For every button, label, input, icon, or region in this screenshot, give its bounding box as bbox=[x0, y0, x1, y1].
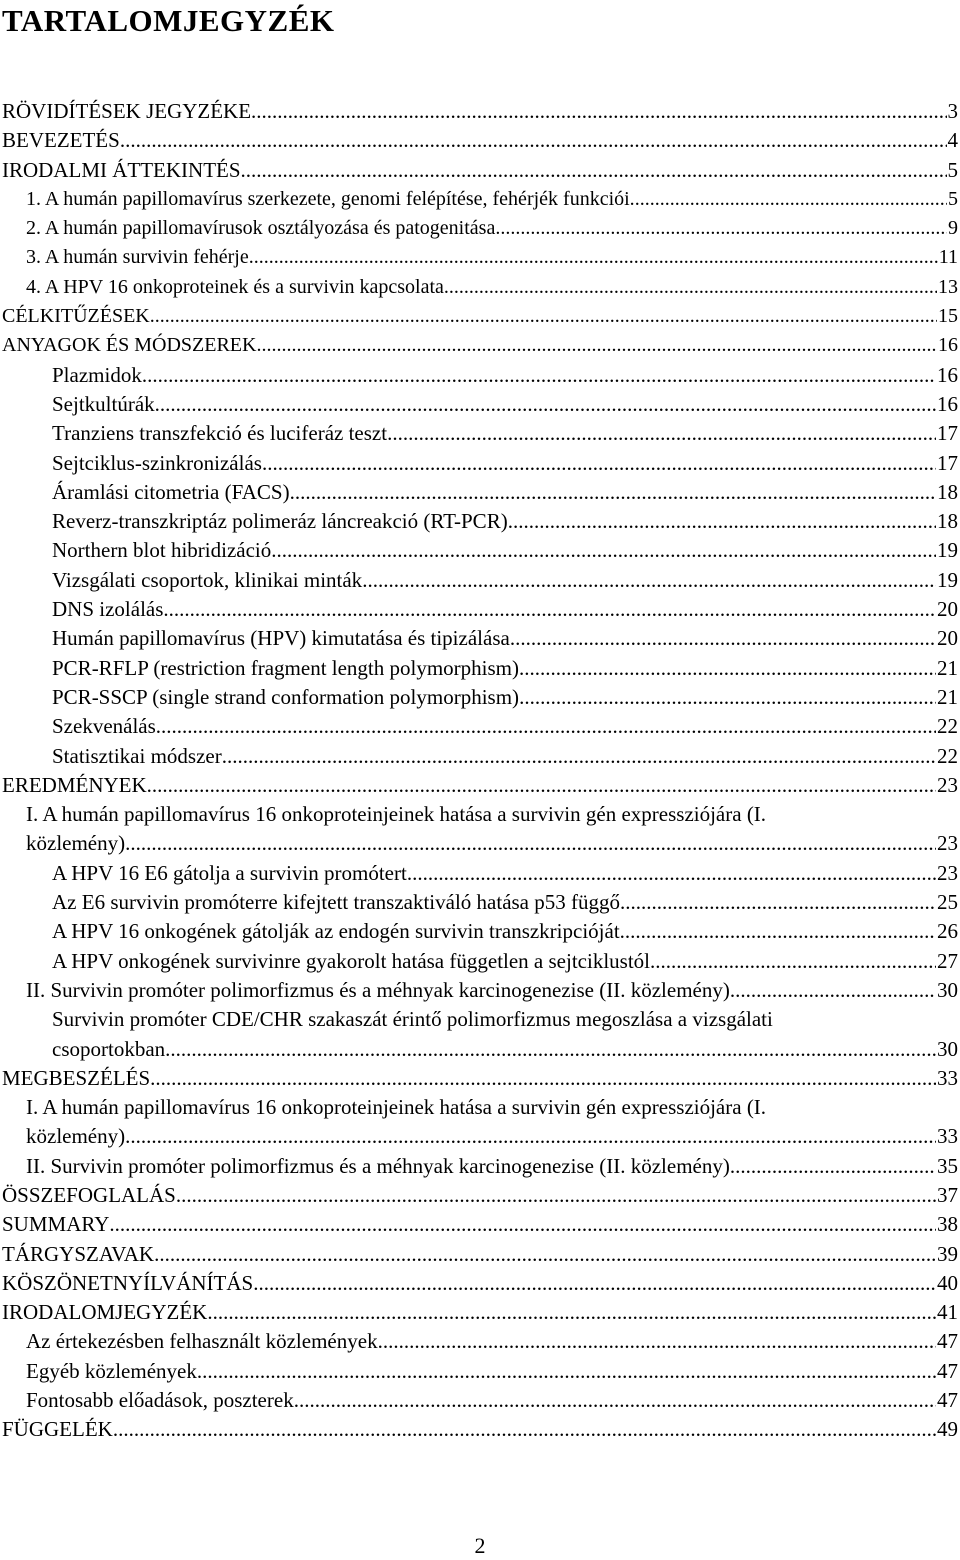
toc-entry[interactable] bbox=[0, 1240, 960, 1269]
toc-entry-page: 20 bbox=[937, 597, 958, 622]
toc-entry[interactable] bbox=[0, 947, 960, 976]
toc-entry-page: 30 bbox=[937, 977, 958, 1002]
toc-entry[interactable] bbox=[0, 683, 960, 712]
toc-entry-label: közlemény) bbox=[26, 1124, 126, 1149]
toc-entry-page: 17 bbox=[937, 421, 958, 446]
dot-leader bbox=[154, 1240, 936, 1269]
dot-leader bbox=[362, 566, 936, 595]
toc-entry-page: 27 bbox=[937, 948, 958, 973]
toc-entry-page: 15 bbox=[938, 305, 958, 328]
dot-leader bbox=[444, 273, 937, 302]
toc-entry-page: 3 bbox=[947, 99, 958, 123]
toc-entry[interactable] bbox=[0, 302, 960, 331]
dot-leader bbox=[249, 243, 938, 272]
toc-entry-label: Northern blot hibridizáció bbox=[52, 538, 272, 563]
toc-entry-page: 22 bbox=[937, 743, 958, 768]
toc-entry-label: RÖVIDÍTÉSEK JEGYZÉKE bbox=[2, 99, 252, 123]
dot-leader bbox=[163, 595, 936, 624]
toc-entry-page: 4 bbox=[947, 128, 958, 153]
toc-entry[interactable] bbox=[0, 859, 960, 888]
toc-entry-label: IRODALMI ÁTTEKINTÉS bbox=[2, 157, 241, 182]
dot-leader bbox=[241, 156, 947, 185]
dot-leader bbox=[113, 1415, 936, 1444]
toc-entry-page: 49 bbox=[937, 1417, 958, 1442]
toc-entry-label: Sejtciklus-szinkronizálás bbox=[52, 450, 262, 475]
toc-entry-label: csoportokban bbox=[52, 1036, 166, 1061]
toc-entry-label: Fontosabb előadások, poszterek bbox=[26, 1388, 294, 1413]
toc-entry[interactable] bbox=[0, 1298, 960, 1327]
toc-entry-label: IRODALOMJEGYZÉK bbox=[2, 1300, 208, 1325]
toc-entry-page: 19 bbox=[937, 567, 958, 592]
dot-leader bbox=[508, 507, 936, 536]
toc-entry[interactable] bbox=[0, 126, 960, 155]
toc-entry-label: PCR-SSCP (single strand conformation polymorphism) bbox=[52, 684, 520, 709]
toc-entry-label: KÖSZÖNETNYÍLVÁNÍTÁS bbox=[2, 1270, 254, 1295]
dot-leader bbox=[620, 888, 936, 917]
dot-leader bbox=[207, 1298, 936, 1327]
toc-entry[interactable] bbox=[0, 976, 960, 1005]
dot-leader bbox=[256, 331, 937, 360]
toc-entry-page: 41 bbox=[937, 1300, 958, 1325]
toc-entry-label: FÜGGELÉK bbox=[2, 1417, 113, 1442]
toc-entry-label-line1: I. A humán papillomavírus 16 onkoproteinjeinek hatása a survivin gén expressziójára (I. bbox=[26, 1095, 767, 1120]
toc-entry[interactable] bbox=[0, 478, 960, 507]
toc-entry-label: Sejtkultúrák bbox=[52, 391, 155, 416]
dot-leader bbox=[120, 126, 947, 155]
toc-entry-label: Az E6 survivin promóterre kifejtett transzaktiváló hatása p53 függő bbox=[52, 890, 620, 915]
toc-entry[interactable] bbox=[0, 536, 960, 565]
toc-entry-page: 5 bbox=[948, 187, 958, 210]
toc-entry-page: 25 bbox=[937, 890, 958, 915]
toc-entry[interactable] bbox=[0, 97, 960, 126]
dot-leader bbox=[142, 361, 936, 390]
dot-leader bbox=[730, 1152, 936, 1181]
toc-entry-label: 4. A HPV 16 onkoproteinek és a survivin kapcsolata bbox=[26, 275, 444, 298]
toc-entry-label: A HPV 16 onkogének gátolják az endogén survivin transzkripcióját bbox=[52, 919, 620, 944]
dot-leader bbox=[253, 1269, 936, 1298]
toc-entry-label-line1: I. A humán papillomavírus 16 onkoproteinjeinek hatása a survivin gén expressziójára (I. bbox=[26, 802, 767, 827]
toc-entry-label: Vizsgálati csoportok, klinikai minták bbox=[52, 567, 363, 592]
toc-entry-label: Áramlási citometria (FACS) bbox=[52, 479, 290, 504]
toc-entry-page: 33 bbox=[937, 1065, 958, 1090]
toc-entry[interactable] bbox=[0, 214, 960, 243]
toc-entry-label: EREDMÉNYEK bbox=[2, 772, 147, 797]
dot-leader bbox=[407, 859, 936, 888]
toc-entry[interactable] bbox=[0, 1181, 960, 1210]
toc-entry-label: CÉLKITŰZÉSEK bbox=[2, 305, 150, 328]
toc-entry-label: TÁRGYSZAVAK bbox=[2, 1241, 155, 1266]
toc-entry-page: 19 bbox=[937, 538, 958, 563]
toc-entry-label: ÖSSZEFOGLALÁS bbox=[2, 1182, 176, 1207]
toc-entry-label: A HPV onkogének survivinre gyakorolt hatása független a sejtciklustól bbox=[52, 948, 650, 973]
toc-entry[interactable] bbox=[0, 507, 960, 536]
toc-entry-page: 22 bbox=[937, 714, 958, 739]
toc-entry-page: 20 bbox=[937, 626, 958, 651]
dot-leader bbox=[294, 1386, 936, 1415]
toc-entry[interactable] bbox=[0, 624, 960, 653]
toc-entry-page: 23 bbox=[937, 772, 958, 797]
toc-entry-label: A HPV 16 E6 gátolja a survivin promótert bbox=[52, 860, 407, 885]
dot-leader bbox=[635, 185, 947, 214]
toc-entry-page: 38 bbox=[937, 1212, 958, 1237]
dot-leader bbox=[290, 478, 936, 507]
dot-leader bbox=[150, 302, 937, 331]
dot-leader bbox=[495, 214, 947, 243]
dot-leader bbox=[650, 947, 936, 976]
toc-entry-label: Statisztikai módszer bbox=[52, 743, 222, 768]
toc-entry-page: 23 bbox=[937, 860, 958, 885]
toc-entry[interactable] bbox=[0, 771, 960, 800]
dot-leader bbox=[150, 1064, 936, 1093]
toc-entry-label: 2. A humán papillomavírusok osztályozása és patogenitása bbox=[26, 217, 496, 240]
toc-entry-label: II. Survivin promóter polimorfizmus és a méhnyak karcinogenezise (II. közlemény) bbox=[26, 977, 730, 1002]
toc-entry[interactable] bbox=[0, 712, 960, 741]
toc-entry-label: Egyéb közlemények bbox=[26, 1358, 197, 1383]
toc-entry-label: Szekvenálás bbox=[52, 714, 156, 739]
dot-leader bbox=[519, 654, 936, 683]
toc-entry[interactable] bbox=[0, 1064, 960, 1093]
table-of-contents bbox=[0, 97, 960, 1445]
dot-leader bbox=[730, 976, 936, 1005]
toc-entry-label: Plazmidok bbox=[52, 362, 142, 387]
toc-entry[interactable] bbox=[0, 1386, 960, 1415]
toc-entry-page: 37 bbox=[937, 1182, 958, 1207]
toc-entry-page: 9 bbox=[948, 217, 958, 240]
toc-entry[interactable] bbox=[0, 742, 960, 771]
toc-entry[interactable] bbox=[0, 243, 960, 272]
toc-entry-label: DNS izolálás bbox=[52, 597, 164, 622]
toc-entry-page: 39 bbox=[937, 1241, 958, 1266]
dot-leader bbox=[387, 419, 936, 448]
toc-entry[interactable] bbox=[0, 1327, 960, 1356]
dot-leader bbox=[378, 1327, 936, 1356]
dot-leader bbox=[125, 829, 936, 858]
toc-entry-page: 23 bbox=[937, 831, 958, 856]
toc-entry[interactable] bbox=[0, 566, 960, 595]
toc-entry-page: 18 bbox=[937, 479, 958, 504]
dot-leader bbox=[165, 1035, 936, 1064]
dot-leader bbox=[222, 742, 936, 771]
toc-entry-page: 21 bbox=[937, 655, 958, 680]
dot-leader bbox=[125, 1122, 936, 1151]
toc-entry[interactable] bbox=[0, 800, 960, 859]
toc-entry-label: közlemény) bbox=[26, 831, 126, 856]
toc-entry-label: Humán papillomavírus (HPV) kimutatása és tipizálása bbox=[52, 626, 510, 651]
toc-entry[interactable] bbox=[0, 273, 960, 302]
toc-entry-page: 16 bbox=[937, 391, 958, 416]
toc-entry-page: 5 bbox=[947, 157, 958, 182]
toc-entry-page: 18 bbox=[937, 509, 958, 534]
dot-leader bbox=[262, 449, 936, 478]
toc-entry-label: SUMMARY bbox=[2, 1212, 110, 1237]
toc-entry[interactable] bbox=[0, 449, 960, 478]
toc-entry-label: BEVEZETÉS bbox=[2, 128, 120, 153]
toc-entry-page: 17 bbox=[937, 450, 958, 475]
toc-entry[interactable] bbox=[0, 331, 960, 360]
toc-entry-page: 21 bbox=[937, 684, 958, 709]
toc-entry-label: Az értekezésben felhasznált közlemények bbox=[26, 1329, 378, 1354]
toc-entry-label: MEGBESZÉLÉS bbox=[2, 1065, 151, 1090]
toc-entry-label: II. Survivin promóter polimorfizmus és a méhnyak karcinogenezise (II. közlemény) bbox=[26, 1153, 730, 1178]
dot-leader bbox=[176, 1181, 936, 1210]
toc-entry[interactable] bbox=[0, 1415, 960, 1444]
dot-leader bbox=[271, 536, 936, 565]
dot-leader bbox=[147, 771, 936, 800]
toc-entry-page: 13 bbox=[938, 275, 958, 298]
toc-entry[interactable] bbox=[0, 1210, 960, 1239]
toc-entry[interactable] bbox=[0, 1005, 960, 1064]
toc-entry[interactable] bbox=[0, 595, 960, 624]
toc-entry[interactable] bbox=[0, 390, 960, 419]
toc-entry[interactable] bbox=[0, 654, 960, 683]
toc-entry[interactable] bbox=[0, 419, 960, 448]
toc-entry-page: 16 bbox=[937, 362, 958, 387]
toc-title: TARTALOMJEGYZÉK bbox=[2, 3, 335, 38]
toc-entry[interactable] bbox=[0, 185, 960, 214]
toc-entry-page: 16 bbox=[938, 334, 958, 357]
toc-entry[interactable] bbox=[0, 1269, 960, 1298]
toc-entry[interactable] bbox=[0, 1093, 960, 1152]
toc-entry-label-line1: Survivin promóter CDE/CHR szakaszát érintő polimorfizmus megoszlása a vizsgálati bbox=[52, 1007, 773, 1032]
toc-entry[interactable] bbox=[0, 1357, 960, 1386]
toc-entry-page: 47 bbox=[937, 1358, 958, 1383]
dot-leader bbox=[510, 624, 936, 653]
dot-leader bbox=[620, 917, 936, 946]
dot-leader bbox=[156, 712, 936, 741]
dot-leader bbox=[155, 390, 936, 419]
toc-entry-label: 1. A humán papillomavírus szerkezete, genomi felépítése, fehérjék funkciói. bbox=[26, 187, 635, 210]
toc-entry[interactable] bbox=[0, 1152, 960, 1181]
toc-entry-page: 26 bbox=[937, 919, 958, 944]
toc-entry-label: Reverz-transzkriptáz polimeráz láncreakció (RT-PCR) bbox=[52, 509, 508, 534]
toc-entry-page: 33 bbox=[937, 1124, 958, 1149]
toc-entry-page: 40 bbox=[937, 1270, 958, 1295]
dot-leader bbox=[251, 97, 946, 126]
toc-entry-label: PCR-RFLP (restriction fragment length polymorphism) bbox=[52, 655, 520, 680]
toc-entry-label: Tranziens transzfekció és luciferáz teszt bbox=[52, 421, 388, 446]
toc-entry-page: 11 bbox=[938, 246, 958, 269]
page-number: 2 bbox=[474, 1533, 486, 1558]
toc-entry[interactable] bbox=[0, 361, 960, 390]
toc-entry-label: ANYAGOK ÉS MÓDSZEREK bbox=[2, 334, 257, 357]
toc-entry[interactable] bbox=[0, 156, 960, 185]
toc-entry[interactable] bbox=[0, 917, 960, 946]
toc-entry-label: 3. A humán survivin fehérje bbox=[26, 246, 249, 269]
toc-entry-page: 35 bbox=[937, 1153, 958, 1178]
toc-entry-page: 47 bbox=[937, 1329, 958, 1354]
toc-entry-page: 47 bbox=[937, 1388, 958, 1413]
toc-entry[interactable] bbox=[0, 888, 960, 917]
toc-entry-page: 30 bbox=[937, 1036, 958, 1061]
dot-leader bbox=[197, 1357, 936, 1386]
dot-leader bbox=[519, 683, 936, 712]
dot-leader bbox=[109, 1210, 936, 1239]
